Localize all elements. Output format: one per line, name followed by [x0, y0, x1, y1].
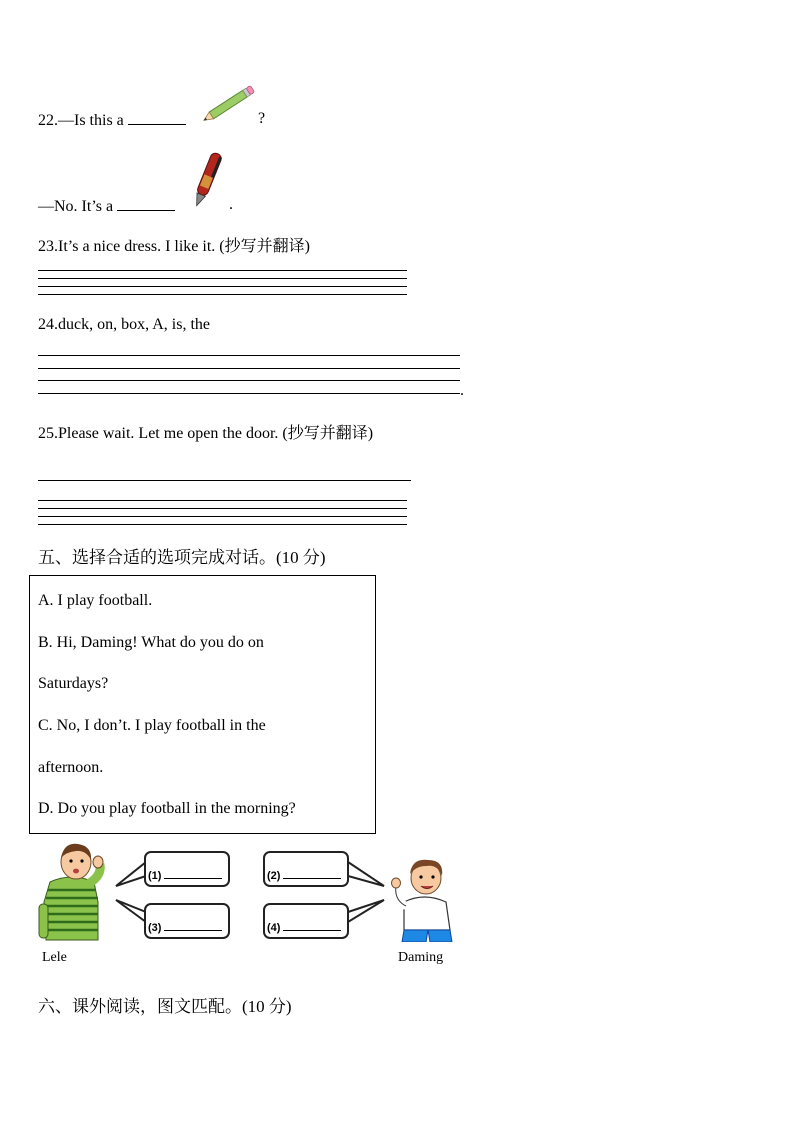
q22-question-mark: ? [258, 110, 266, 127]
option-a: A. I play football. [38, 592, 153, 609]
option-c: C. No, I don’t. I play football in the [38, 717, 266, 734]
option-d: D. Do you play football in the morning? [38, 800, 296, 817]
speech-bubble-2 [263, 851, 349, 887]
writing-line[interactable] [38, 500, 407, 501]
q24-prompt: 24.duck, on, box, A, is, the [38, 316, 210, 333]
q22-reply: —No. It’s a [38, 198, 114, 215]
writing-line[interactable] [38, 355, 460, 356]
option-b: B. Hi, Daming! What do you do on [38, 634, 264, 651]
options-box [29, 575, 376, 834]
lele-name-label: Lele [42, 950, 67, 965]
writing-line[interactable] [38, 278, 407, 279]
q25-prompt: 25.Please wait. Let me open the door. (抄写并翻译) [38, 425, 374, 442]
bubble-1-label[interactable]: (1) [148, 870, 222, 882]
q23-prompt: 23.It’s a nice dress. I like it. (抄写并翻译) [38, 238, 310, 255]
q22-line2 [38, 196, 175, 216]
pen-icon [188, 146, 228, 212]
writing-line[interactable] [38, 286, 407, 287]
bubble-3-label[interactable]: (3) [148, 922, 222, 934]
writing-line[interactable] [38, 516, 407, 517]
writing-line[interactable] [38, 368, 460, 369]
writing-line[interactable] [38, 508, 407, 509]
pencil-icon [196, 80, 262, 128]
q24-end-period: . [460, 382, 464, 399]
option-b-continued: Saturdays? [38, 675, 109, 692]
q22-prompt: 22.—Is this a [38, 112, 124, 129]
writing-line[interactable] [38, 524, 407, 525]
speech-bubble-4 [263, 903, 349, 939]
speech-bubble-1 [144, 851, 230, 887]
lele-boy-illustration [36, 842, 110, 942]
q22-line1 [38, 110, 186, 130]
option-c-continued: afternoon. [38, 759, 104, 776]
q22-blank-1[interactable] [128, 110, 186, 125]
bubble-2-label[interactable]: (2) [267, 870, 341, 882]
writing-line[interactable] [38, 480, 411, 481]
section-5-title: 五、选择合适的选项完成对话。(10 分) [38, 548, 326, 567]
daming-boy-illustration [390, 852, 458, 942]
writing-line[interactable] [38, 380, 460, 381]
q22-blank-2[interactable] [117, 196, 175, 211]
bubble-4-label[interactable]: (4) [267, 922, 341, 934]
q22-period: . [229, 196, 233, 213]
daming-name-label: Daming [398, 950, 444, 965]
writing-line[interactable] [38, 270, 407, 271]
writing-line[interactable] [38, 393, 460, 394]
section-6-title: 六、课外阅读，图文匹配。(10 分) [38, 997, 292, 1016]
speech-bubble-3 [144, 903, 230, 939]
writing-line[interactable] [38, 294, 407, 295]
